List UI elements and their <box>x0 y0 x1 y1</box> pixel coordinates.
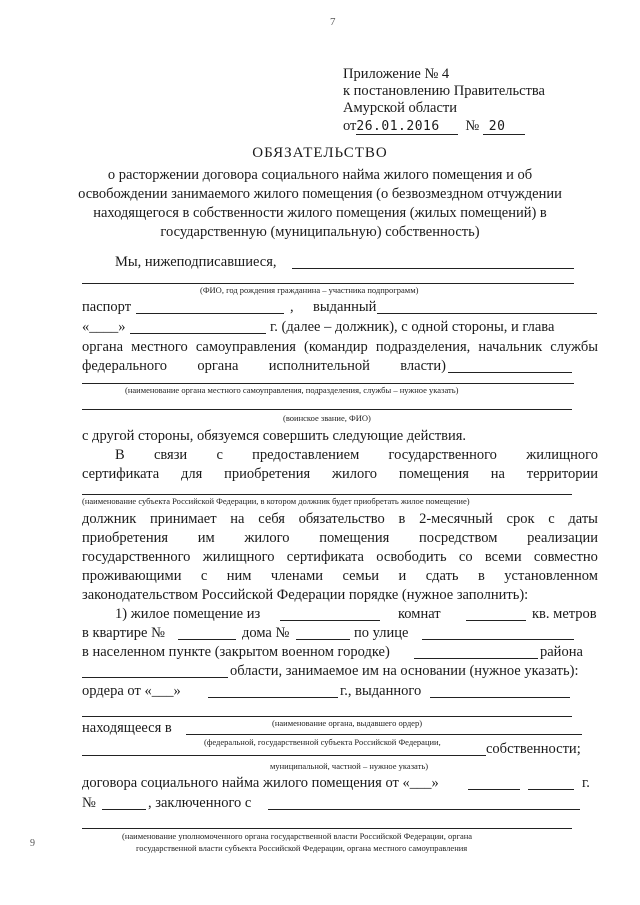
caption-authority-1: (наименование уполномоченного органа государственной власти Российской Федерации, органа <box>122 831 473 841</box>
subtitle-line-4: государственную (муниципальную) собственность) <box>160 224 480 240</box>
passport-blank <box>136 313 284 314</box>
contract-year-blank <box>528 789 574 790</box>
date-prefix: от <box>343 118 357 134</box>
concluded-blank <box>268 809 580 810</box>
passport-label: паспорт <box>82 299 132 315</box>
apartment-blank <box>178 639 236 640</box>
issued-by-blank <box>430 697 570 698</box>
order-from-label: ордера от «___» <box>82 683 181 699</box>
ownership-blank <box>82 755 486 756</box>
in-connection-line: В связи с предоставлением государственного жилищного <box>115 447 598 463</box>
para-line-2: приобретения им жилого помещения посредством реализации <box>82 530 598 546</box>
issued-label: выданный <box>313 299 377 315</box>
contract-text: договора социального найма жилого помещения от «___» <box>82 775 439 791</box>
page-number: 7 <box>330 16 336 28</box>
subtitle-line-2: освобождении занимаемого жилого помещения (о безвозмездном отчуждении <box>78 186 562 202</box>
caption-organ: (наименование органа местного самоуправления, подразделения, службы – нужное указать) <box>125 385 459 395</box>
authority-blank <box>82 828 572 829</box>
contract-month-blank <box>468 789 520 790</box>
order-date-blank <box>208 697 338 698</box>
fio-blank-2 <box>82 283 574 284</box>
appendix-date-line <box>343 118 525 135</box>
date-quote: «____» <box>82 319 126 335</box>
federal-blank <box>448 372 572 373</box>
number-sign: № <box>82 795 96 811</box>
organ-blank <box>82 383 574 384</box>
year-issued-text: г., выданного <box>340 683 422 699</box>
margin-mark: 9 <box>30 838 35 849</box>
para-line-3: государственного жилищного сертификата освободить со всеми совместно <box>82 549 598 565</box>
appendix-line-1: Приложение № 4 <box>343 66 450 82</box>
located-in-label: находящееся в <box>82 720 172 736</box>
organ-line: органа местного самоуправления (командир подразделения, начальник службы <box>82 339 598 355</box>
district-label: района <box>540 644 583 660</box>
subject-blank <box>82 494 572 495</box>
subtitle-line-3: находящегося в собственности жилого помещения (жилых помещений) в <box>93 205 547 221</box>
located-blank <box>186 734 582 735</box>
item1-b: комнат <box>398 606 441 622</box>
issued-blank <box>377 313 597 314</box>
caption-subject: (наименование субъекта Российской Федерации, в котором должник будет приобретать жилое помещение) <box>82 496 470 506</box>
number-label: № <box>465 118 480 134</box>
caption-federal: (федеральной, государственной субъекта Российской Федерации, <box>204 737 441 747</box>
street-blank <box>422 639 574 640</box>
appendix-line-3: Амурской области <box>343 100 457 116</box>
year-debtor-text: г. (далее – должник), с одной стороны, и глава <box>270 319 555 335</box>
appendix-date: 26.01.2016 <box>356 119 457 135</box>
sqm-blank <box>466 620 526 621</box>
we-signed-label: Мы, нижеподписавшиеся, <box>115 254 277 270</box>
document-title: ОБЯЗАТЕЛЬСТВО <box>252 145 388 161</box>
rank-blank <box>82 409 572 410</box>
caption-municipal: муниципальной, частной – нужное указать) <box>270 761 429 771</box>
federal-line: федерального органа исполнительной власти) <box>82 358 446 374</box>
item1-c: кв. метров <box>532 606 597 622</box>
subtitle-line-1: о расторжении договора социального найма жилого помещения и об <box>107 167 533 183</box>
region-blank <box>82 677 228 678</box>
settlement-blank <box>414 658 538 659</box>
item1-a: 1) жилое помещение из <box>115 606 261 622</box>
house-label: дома № <box>242 625 290 641</box>
street-label: по улице <box>354 625 409 641</box>
in-apartment-label: в квартире № <box>82 625 165 641</box>
certificate-line: сертификата для приобретения жилого помещения на территории <box>82 466 598 482</box>
region-occupied-text: области, занимаемое им на основании (нужное указать): <box>230 663 579 679</box>
contract-year-label: г. <box>582 775 590 791</box>
date-blank <box>130 333 266 334</box>
rooms-blank <box>280 620 380 621</box>
order-organ-blank <box>82 716 572 717</box>
settlement-label: в населенном пункте (закрытом военном городке) <box>82 644 390 660</box>
appendix-line-2: к постановлению Правительства <box>343 83 545 99</box>
ownership-text: собственности; <box>486 741 581 757</box>
house-blank <box>296 639 350 640</box>
para-line-1: должник принимает на себя обязательство в 2-месячный срок с даты <box>82 511 598 527</box>
appendix-number: 20 <box>483 119 526 135</box>
contract-number-blank <box>102 809 146 810</box>
caption-order-organ: (наименование органа, выдавшего ордер) <box>272 718 423 728</box>
other-side-text: с другой стороны, обязуемся совершить следующие действия. <box>82 428 467 444</box>
para-line-4: проживающими с ним членами семьи и сдать в установленном <box>82 568 598 584</box>
caption-fio: (ФИО, год рождения гражданина – участника подпрограмм) <box>200 285 419 295</box>
fio-blank-1 <box>292 268 574 269</box>
caption-rank: (воинское звание, ФИО) <box>283 413 371 423</box>
caption-authority-2: государственной власти субъекта Российской Федерации, органа местного самоуправления <box>136 843 468 853</box>
para-line-5: законодательством Российской Федерации порядке (нужное заполнить): <box>82 587 529 603</box>
concluded-text: , заключенного с <box>148 795 252 811</box>
